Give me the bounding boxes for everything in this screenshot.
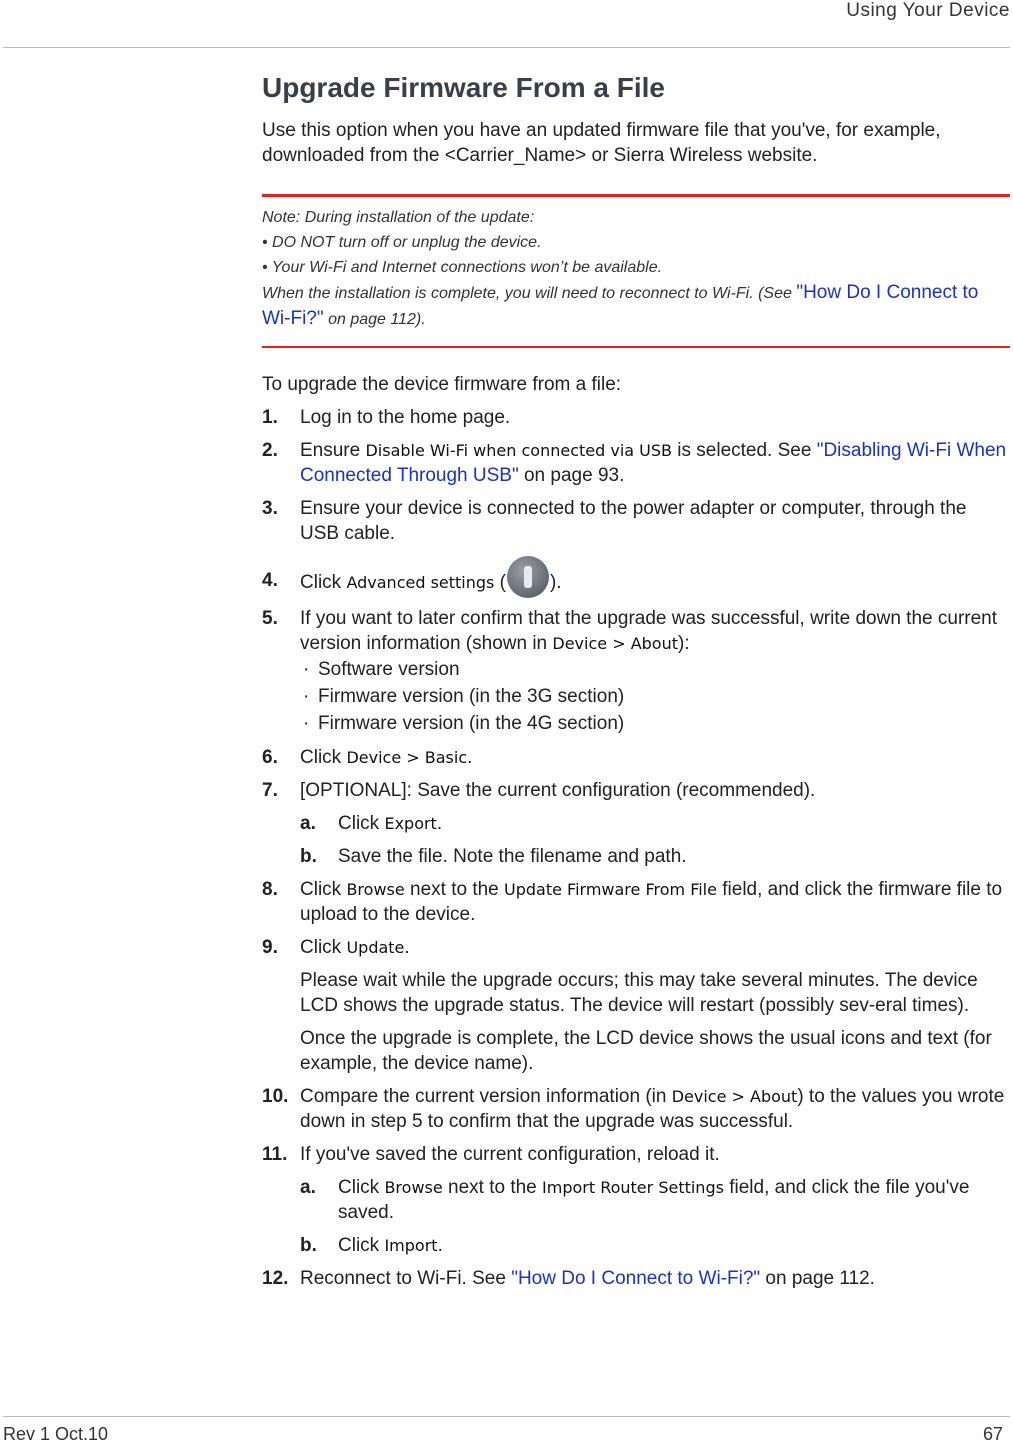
link-connect-wifi[interactable]: "How Do I Connect to Wi-Fi?" [511, 1268, 761, 1289]
page-content [262, 72, 1010, 1291]
step-6: 6. Click Device > Basic. [262, 747, 473, 768]
footer-revision: Rev 1 Oct.10 [3, 1424, 109, 1444]
ui-label: Import [384, 1236, 438, 1255]
ui-label: Disable Wi-Fi when connected via USB [365, 441, 672, 460]
footer-rule [3, 1416, 1010, 1417]
ui-label: Import Router Settings [542, 1178, 724, 1197]
ui-label: Browse [346, 880, 405, 899]
ui-label: Browse [384, 1178, 443, 1197]
ui-label: Export [384, 814, 437, 833]
step-11: 11. If you've saved the current configuration, reload it. a. Click Browse next to the Import Router Settings field, and click the file you've saved. b. Click Import. [262, 1142, 1010, 1258]
step-4: 4. Click Advanced settings ( ). [262, 568, 1010, 598]
ui-label: Device > About [552, 634, 678, 653]
step-3: 3. Ensure your device is connected to the power adapter or computer, through the USB cable. [262, 498, 967, 544]
advanced-settings-icon [507, 556, 549, 598]
step-2: 2. Ensure Disable Wi-Fi when connected via USB is selected. See "Disabling Wi-Fi When Connected Through USB" on page 93. [262, 440, 1007, 486]
step-5: 5. If you want to later confirm that the upgrade was successful, write down the current version information (shown in Device > About): · Software version · Firmware version (in the 3G section) · Firmware version (in the 4G section) [262, 606, 1010, 737]
note-reconnect: When the installation is complete, you will need to reconnect to Wi-Fi. (See "How Do I Connect to Wi-Fi?" on page 112). [262, 282, 979, 329]
substep-7b: b. Save the file. Note the filename and path. [300, 846, 687, 867]
ui-label: Device > About [671, 1087, 798, 1106]
ui-label: Device > Basic [346, 748, 468, 767]
ui-label: Update [346, 938, 405, 957]
ui-label: Update Firmware From File [504, 880, 717, 899]
ui-label: Advanced settings [346, 573, 495, 593]
step-12: 12. Reconnect to Wi-Fi. See "How Do I Connect to Wi-Fi?" on page 112. [262, 1268, 875, 1289]
steps-intro: To upgrade the device firmware from a file: [262, 374, 622, 395]
link-connect-wifi[interactable]: "How Do I Connect to Wi-Fi?" [262, 282, 979, 329]
step-7: 7. [OPTIONAL]: Save the current configuration (recommended). a. Click Export. b. Save the file. Note the filename and path. [262, 778, 1010, 869]
page-number: 67 [982, 1424, 1003, 1444]
note-bullet: • DO NOT turn off or unplug the device. [262, 234, 542, 251]
running-header: Using Your Device [846, 0, 1010, 21]
header-rule [3, 47, 1010, 48]
substep-7a: a. Click Export. [300, 813, 443, 834]
note-heading: Note: During installation of the update: [262, 209, 535, 226]
step-10: 10. Compare the current version information (in Device > About) to the values you wrote down in step 5 to confirm that the upgrade was successful. [262, 1086, 1005, 1132]
note-bullet: • Your Wi-Fi and Internet connections won’t be available. [262, 259, 663, 276]
substep-11a: a. Click Browse next to the Import Router Settings field, and click the file you've saved. [300, 1177, 970, 1223]
section-title: Upgrade Firmware From a File [262, 72, 665, 103]
list-item: · Firmware version (in the 3G section) [300, 683, 1010, 710]
step-9: 9. Click Update. Please wait while the upgrade occurs; this may take several minutes. The device LCD shows the upgrade status. The device will restart (possibly sev-eral times). Once the upgrade is complete, the LCD device shows the usual icons and text (for example, the device name). [262, 935, 1010, 1076]
substep-11b: b. Click Import. [300, 1235, 443, 1256]
step-8: 8. Click Browse next to the Update Firmware From File field, and click the firmware file to upload to the device. [262, 879, 1003, 925]
intro-paragraph: Use this option when you have an updated firmware file that you've, for example, downloaded from the <Carrier_Name> or Sierra Wireless website. [262, 120, 941, 166]
list-item: · Firmware version (in the 4G section) [300, 710, 1010, 737]
link-disabling-wifi[interactable]: "Disabling Wi-Fi When Connected Through USB" [300, 440, 1007, 486]
list-item: · Software version [300, 656, 1010, 683]
note-box [262, 194, 1010, 348]
step-9-paragraph: Once the upgrade is complete, the LCD device shows the usual icons and text (for example, the device name). [300, 1028, 992, 1074]
step-1: 1. Log in to the home page. [262, 407, 511, 428]
step-9-paragraph: Please wait while the upgrade occurs; this may take several minutes. The device LCD shows the upgrade status. The device will restart (possibly sev-eral times). [300, 970, 978, 1016]
